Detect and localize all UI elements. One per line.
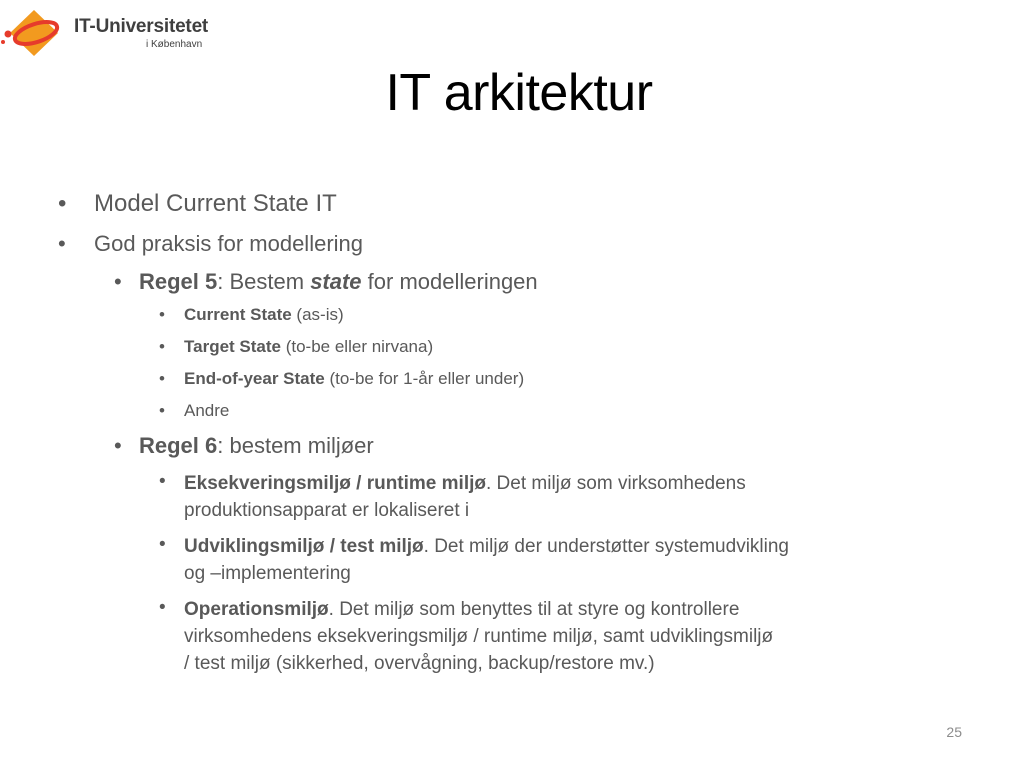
bullet-text: Model Current State IT: [94, 190, 337, 217]
bullet-dot: •: [58, 231, 66, 256]
bullet-bold: Eksekveringsmiljø / runtime miljø: [184, 473, 486, 494]
bullet-continuation: produktionsapparat er lokaliseret i: [184, 500, 470, 521]
bullet-dot: •: [159, 369, 165, 388]
bullet-bold: Current State: [184, 305, 292, 324]
bullet-rest: : Bestem: [217, 269, 311, 294]
bullet-bold: Regel 6: [139, 433, 218, 458]
bullet-rest: . Det miljø som virksomhedens: [486, 473, 746, 494]
bullet-emphasis: state: [310, 269, 362, 294]
university-name: IT-Universitetet: [74, 16, 209, 37]
bullet-text: [184, 369, 524, 389]
bullet-continuation: / test miljø (sikkerhed, overvågning, backup/restore mv.): [184, 653, 655, 674]
bullet-dot: •: [114, 433, 122, 458]
slide-number: 25: [946, 724, 962, 740]
bullet-text: [184, 596, 773, 677]
bullet-bold: Regel 5: [139, 269, 218, 294]
bullet-rest: for modelleringen: [361, 269, 538, 294]
bullet-dot: •: [159, 534, 166, 555]
bullet-text: Andre: [184, 401, 230, 420]
slide-title: IT arkitektur: [385, 64, 653, 122]
bullet-dot: •: [159, 305, 165, 324]
bullet-text: [139, 269, 538, 295]
bullet-text: [184, 533, 789, 587]
bullet-text: [184, 337, 433, 357]
bullet-dot: •: [114, 269, 122, 294]
bullet-dot: •: [159, 401, 165, 420]
bullet-rest: (to-be eller nirvana): [281, 337, 434, 356]
bullet-continuation: virksomhedens eksekveringsmiljø / runtime miljø, samt udviklingsmiljø: [184, 626, 774, 647]
bullet-dot: •: [159, 597, 166, 618]
bullet-text: [184, 470, 746, 524]
university-subtitle: i København: [146, 39, 203, 50]
bullet-text: [184, 305, 344, 325]
bullet-dot: •: [159, 337, 165, 356]
bullet-bold: Target State: [184, 337, 281, 356]
bullet-rest: (to-be for 1-år eller under): [324, 369, 525, 388]
bullet-dot: •: [159, 471, 166, 492]
bullet-continuation: og –implementering: [184, 563, 351, 584]
bullet-bold: End-of-year State: [184, 369, 325, 388]
bullet-text: God praksis for modellering: [94, 231, 364, 256]
bullet-rest: . Det miljø der understøtter systemudvikling: [423, 536, 789, 557]
bullet-dot: •: [58, 190, 67, 217]
bullet-rest: (as-is): [291, 305, 344, 324]
bullet-rest: . Det miljø som benyttes til at styre og kontrollere: [328, 599, 740, 620]
bullet-text: [139, 433, 374, 459]
bullet-bold: Operationsmiljø: [184, 599, 329, 620]
bullet-rest: : bestem miljøer: [217, 433, 374, 458]
bullet-bold: Udviklingsmiljø / test miljø: [184, 536, 424, 557]
